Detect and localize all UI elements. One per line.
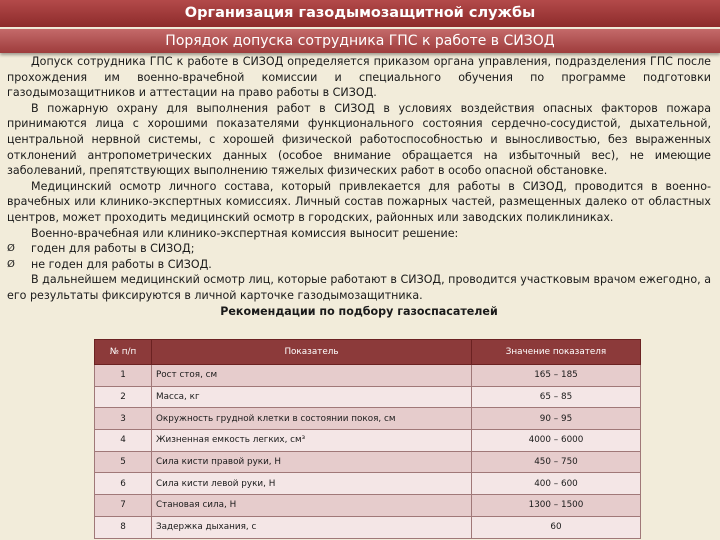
row-number: 4 [95,430,152,452]
bullet-fit [7,241,711,257]
row-number: 7 [95,495,152,517]
bullet-unfit [7,257,711,273]
row-value: 65 – 85 [472,386,641,408]
row-number: 8 [95,516,152,538]
table-row [95,473,641,495]
header-indicator: Показатель [152,340,472,365]
table-header-row [95,340,641,365]
row-value: 450 – 750 [472,451,641,473]
table-title: Рекомендации по подбору газоспасателей [220,304,498,318]
row-indicator: Окружность грудной клетки в состоянии покоя, см [152,408,472,430]
row-number: 6 [95,473,152,495]
table-row [95,408,641,430]
row-number: 1 [95,365,152,387]
row-number: 5 [95,451,152,473]
paragraph-annual-exam: В дальнейшем медицинский осмотр лиц, которые работают в СИЗОД, проводится участковым врачом ежегодно, а его результаты фиксируются в личной карточке газодымозащитника. [7,273,711,302]
slide-title: Организация газодымозащитной службы [0,0,720,29]
row-indicator: Масса, кг [152,386,472,408]
row-value: 4000 – 6000 [472,430,641,452]
arrow-bullet-icon: Ø [7,243,15,255]
slide-subtitle: Порядок допуска сотрудника ГПС к работе в СИЗОД [0,29,720,53]
paragraph-requirements: В пожарную охрану для выполнения работ в СИЗОД в условиях воздействия опасных факторов пожара принимаются лица с хорошими показателями функционального состояния сердечно-сосудистой, дыхательной, центральной нервной системы, с хорошей физической работоспособностью и выносливостью, без выраженных отклонений антропометрических данных (особое внимание обращается на избыточный вес), не имеющие заболеваний, препятствующих выполнению тяжелых физических работ в особо опасной обстановке. [7,101,711,178]
row-indicator: Сила кисти правой руки, Н [152,451,472,473]
paragraph-admission: Допуск сотрудника ГПС к работе в СИЗОД определяется приказом органа управления, подразделения ГПС после прохождения им военно-врачебной комиссии и специального обучения по программе подготовки газодымозащитников и аттестации на право работы в СИЗОД. [7,55,711,100]
header-number: № п/п [95,340,152,365]
row-indicator: Жизненная емкость легких, см³ [152,430,472,452]
table-row [95,516,641,538]
row-number: 3 [95,408,152,430]
row-indicator: Сила кисти левой руки, Н [152,473,472,495]
arrow-bullet-icon: Ø [7,258,15,270]
row-value: 165 – 185 [472,365,641,387]
paragraph-medical-exam: Медицинский осмотр личного состава, который привлекается для работы в СИЗОД, проводится в военно-врачебных или клинико-экспертных комиссиях. Личный состав пожарных частей, размещенных далеко от областных центров, может проходить медицинский осмотр в городских, районных или заводских поликлиниках. [7,179,711,224]
row-indicator: Становая сила, Н [152,495,472,517]
table-row [95,430,641,452]
body-text [7,54,711,319]
row-indicator: Задержка дыхания, с [152,516,472,538]
table-row [95,386,641,408]
header-value: Значение показателя [472,340,641,365]
table-row [95,495,641,517]
bullet-fit-text: годен для работы в СИЗОД; [31,242,195,256]
row-value: 400 – 600 [472,473,641,495]
paragraph-commission-decision: Военно-врачебная или клинико-экспертная комиссия выносит решение: [31,226,459,240]
row-indicator: Рост стоя, см [152,365,472,387]
row-value: 1300 – 1500 [472,495,641,517]
bullet-unfit-text: не годен для работы в СИЗОД. [31,257,212,271]
recommendations-table [94,339,641,539]
row-number: 2 [95,386,152,408]
row-value: 60 [472,516,641,538]
table-row [95,365,641,387]
row-value: 90 – 95 [472,408,641,430]
table-row [95,451,641,473]
